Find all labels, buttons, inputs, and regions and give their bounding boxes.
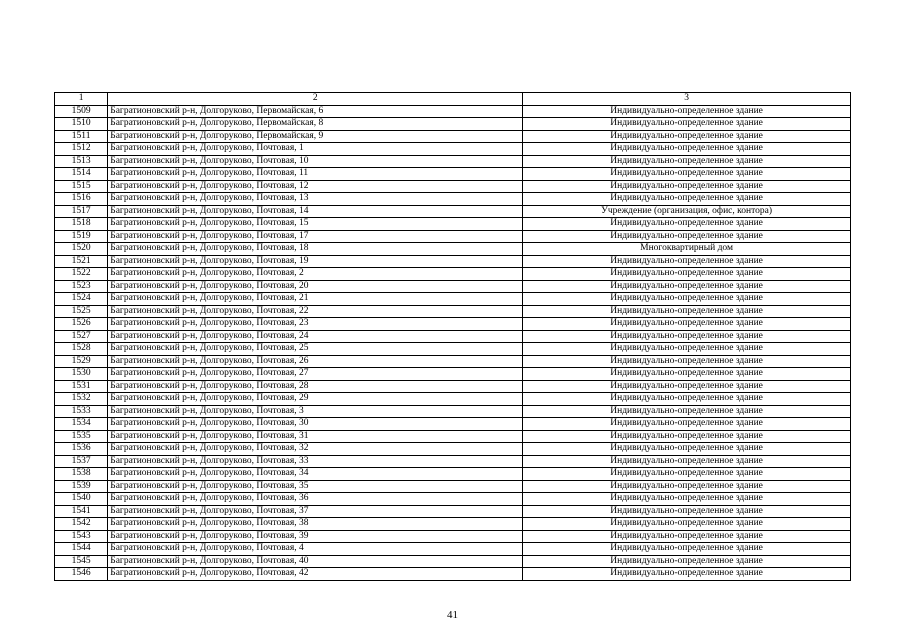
row-type-cell: Индивидуально-определенное здание xyxy=(523,443,851,456)
row-address-cell: Багратионовский р-н, Долгоруково, Почтовая, 15 xyxy=(108,218,523,231)
row-number-cell: 1540 xyxy=(55,493,108,506)
table-body xyxy=(55,93,851,581)
row-type-cell: Индивидуально-определенное здание xyxy=(523,568,851,581)
table-row xyxy=(55,230,851,243)
row-type-cell: Индивидуально-определенное здание xyxy=(523,218,851,231)
row-address-cell: Багратионовский р-н, Долгоруково, Почтовая, 14 xyxy=(108,205,523,218)
row-number-cell: 1544 xyxy=(55,543,108,556)
row-number-cell: 1516 xyxy=(55,193,108,206)
row-address-cell: Багратионовский р-н, Долгоруково, Почтовая, 36 xyxy=(108,493,523,506)
table-row xyxy=(55,530,851,543)
row-address-cell: Багратионовский р-н, Долгоруково, Почтовая, 29 xyxy=(108,393,523,406)
row-type-cell: Индивидуально-определенное здание xyxy=(523,368,851,381)
row-address-cell: Багратионовский р-н, Долгоруково, Почтовая, 24 xyxy=(108,330,523,343)
header-cell-address: 2 xyxy=(108,93,523,106)
row-type-cell: Многоквартирный дом xyxy=(523,243,851,256)
table-header-row xyxy=(55,93,851,106)
table-row xyxy=(55,218,851,231)
row-number-cell: 1519 xyxy=(55,230,108,243)
table-row xyxy=(55,318,851,331)
row-type-cell: Индивидуально-определенное здание xyxy=(523,380,851,393)
table-row xyxy=(55,393,851,406)
table-row xyxy=(55,330,851,343)
row-type-cell: Индивидуально-определенное здание xyxy=(523,430,851,443)
row-type-cell: Индивидуально-определенное здание xyxy=(523,393,851,406)
row-address-cell: Багратионовский р-н, Долгоруково, Почтовая, 32 xyxy=(108,443,523,456)
row-number-cell: 1537 xyxy=(55,455,108,468)
table-row xyxy=(55,543,851,556)
row-type-cell: Индивидуально-определенное здание xyxy=(523,543,851,556)
table-row xyxy=(55,180,851,193)
row-type-cell: Индивидуально-определенное здание xyxy=(523,480,851,493)
table-row xyxy=(55,155,851,168)
row-type-cell: Индивидуально-определенное здание xyxy=(523,105,851,118)
row-number-cell: 1518 xyxy=(55,218,108,231)
row-address-cell: Багратионовский р-н, Долгоруково, Почтовая, 28 xyxy=(108,380,523,393)
row-number-cell: 1535 xyxy=(55,430,108,443)
row-type-cell: Индивидуально-определенное здание xyxy=(523,143,851,156)
row-type-cell: Индивидуально-определенное здание xyxy=(523,505,851,518)
table-row xyxy=(55,505,851,518)
row-address-cell: Багратионовский р-н, Долгоруково, Почтовая, 21 xyxy=(108,293,523,306)
row-number-cell: 1528 xyxy=(55,343,108,356)
row-address-cell: Багратионовский р-н, Долгоруково, Первомайская, 8 xyxy=(108,118,523,131)
table-row xyxy=(55,418,851,431)
row-address-cell: Багратионовский р-н, Долгоруково, Почтовая, 4 xyxy=(108,543,523,556)
row-address-cell: Багратионовский р-н, Долгоруково, Почтовая, 11 xyxy=(108,168,523,181)
table-row xyxy=(55,168,851,181)
header-cell-number: 1 xyxy=(55,93,108,106)
row-number-cell: 1545 xyxy=(55,555,108,568)
row-number-cell: 1526 xyxy=(55,318,108,331)
row-address-cell: Багратионовский р-н, Долгоруково, Почтовая, 17 xyxy=(108,230,523,243)
row-type-cell: Индивидуально-определенное здание xyxy=(523,268,851,281)
row-type-cell: Учреждение (организация, офис, контора) xyxy=(523,205,851,218)
row-address-cell: Багратионовский р-н, Долгоруково, Первомайская, 9 xyxy=(108,130,523,143)
row-number-cell: 1510 xyxy=(55,118,108,131)
row-address-cell: Багратионовский р-н, Долгоруково, Почтовая, 34 xyxy=(108,468,523,481)
row-number-cell: 1521 xyxy=(55,255,108,268)
row-number-cell: 1529 xyxy=(55,355,108,368)
row-number-cell: 1527 xyxy=(55,330,108,343)
row-address-cell: Багратионовский р-н, Долгоруково, Почтовая, 33 xyxy=(108,455,523,468)
row-type-cell: Индивидуально-определенное здание xyxy=(523,493,851,506)
table-row xyxy=(55,280,851,293)
row-type-cell: Индивидуально-определенное здание xyxy=(523,168,851,181)
table-row xyxy=(55,293,851,306)
row-number-cell: 1514 xyxy=(55,168,108,181)
row-type-cell: Индивидуально-определенное здание xyxy=(523,180,851,193)
row-type-cell: Индивидуально-определенное здание xyxy=(523,293,851,306)
row-address-cell: Багратионовский р-н, Долгоруково, Почтовая, 30 xyxy=(108,418,523,431)
row-type-cell: Индивидуально-определенное здание xyxy=(523,193,851,206)
row-type-cell: Индивидуально-определенное здание xyxy=(523,555,851,568)
table-row xyxy=(55,368,851,381)
row-number-cell: 1522 xyxy=(55,268,108,281)
table-row xyxy=(55,343,851,356)
row-address-cell: Багратионовский р-н, Долгоруково, Почтовая, 23 xyxy=(108,318,523,331)
table-row xyxy=(55,518,851,531)
table-row xyxy=(55,130,851,143)
row-type-cell: Индивидуально-определенное здание xyxy=(523,318,851,331)
row-address-cell: Багратионовский р-н, Долгоруково, Почтовая, 27 xyxy=(108,368,523,381)
row-type-cell: Индивидуально-определенное здание xyxy=(523,305,851,318)
row-type-cell: Индивидуально-определенное здание xyxy=(523,418,851,431)
table-row xyxy=(55,105,851,118)
table-row xyxy=(55,268,851,281)
row-type-cell: Индивидуально-определенное здание xyxy=(523,355,851,368)
row-number-cell: 1515 xyxy=(55,180,108,193)
row-type-cell: Индивидуально-определенное здание xyxy=(523,518,851,531)
buildings-table xyxy=(54,92,851,581)
row-number-cell: 1517 xyxy=(55,205,108,218)
row-address-cell: Багратионовский р-н, Долгоруково, Почтовая, 13 xyxy=(108,193,523,206)
row-address-cell: Багратионовский р-н, Долгоруково, Почтовая, 12 xyxy=(108,180,523,193)
table-row xyxy=(55,243,851,256)
row-number-cell: 1513 xyxy=(55,155,108,168)
row-address-cell: Багратионовский р-н, Долгоруково, Почтовая, 25 xyxy=(108,343,523,356)
table-row xyxy=(55,118,851,131)
row-type-cell: Индивидуально-определенное здание xyxy=(523,330,851,343)
row-address-cell: Багратионовский р-н, Долгоруково, Почтовая, 18 xyxy=(108,243,523,256)
row-number-cell: 1512 xyxy=(55,143,108,156)
row-number-cell: 1536 xyxy=(55,443,108,456)
table-row xyxy=(55,380,851,393)
row-type-cell: Индивидуально-определенное здание xyxy=(523,468,851,481)
table-row xyxy=(55,305,851,318)
row-type-cell: Индивидуально-определенное здание xyxy=(523,255,851,268)
row-number-cell: 1530 xyxy=(55,368,108,381)
row-address-cell: Багратионовский р-н, Долгоруково, Почтовая, 26 xyxy=(108,355,523,368)
row-number-cell: 1525 xyxy=(55,305,108,318)
row-address-cell: Багратионовский р-н, Долгоруково, Почтовая, 20 xyxy=(108,280,523,293)
row-type-cell: Индивидуально-определенное здание xyxy=(523,118,851,131)
row-number-cell: 1541 xyxy=(55,505,108,518)
row-number-cell: 1542 xyxy=(55,518,108,531)
row-number-cell: 1534 xyxy=(55,418,108,431)
row-type-cell: Индивидуально-определенное здание xyxy=(523,280,851,293)
row-address-cell: Багратионовский р-н, Долгоруково, Почтовая, 39 xyxy=(108,530,523,543)
row-number-cell: 1533 xyxy=(55,405,108,418)
table-row xyxy=(55,480,851,493)
row-number-cell: 1524 xyxy=(55,293,108,306)
row-address-cell: Багратионовский р-н, Долгоруково, Почтовая, 42 xyxy=(108,568,523,581)
row-number-cell: 1546 xyxy=(55,568,108,581)
table-row xyxy=(55,443,851,456)
row-address-cell: Багратионовский р-н, Долгоруково, Почтовая, 10 xyxy=(108,155,523,168)
row-address-cell: Багратионовский р-н, Долгоруково, Почтовая, 31 xyxy=(108,430,523,443)
row-number-cell: 1509 xyxy=(55,105,108,118)
row-type-cell: Индивидуально-определенное здание xyxy=(523,343,851,356)
row-address-cell: Багратионовский р-н, Долгоруково, Первомайская, 6 xyxy=(108,105,523,118)
row-type-cell: Индивидуально-определенное здание xyxy=(523,230,851,243)
row-number-cell: 1520 xyxy=(55,243,108,256)
table-row xyxy=(55,143,851,156)
row-type-cell: Индивидуально-определенное здание xyxy=(523,530,851,543)
table-row xyxy=(55,355,851,368)
row-address-cell: Багратионовский р-н, Долгоруково, Почтовая, 22 xyxy=(108,305,523,318)
row-number-cell: 1543 xyxy=(55,530,108,543)
row-address-cell: Багратионовский р-н, Долгоруково, Почтовая, 37 xyxy=(108,505,523,518)
row-number-cell: 1511 xyxy=(55,130,108,143)
row-number-cell: 1532 xyxy=(55,393,108,406)
row-number-cell: 1539 xyxy=(55,480,108,493)
row-address-cell: Багратионовский р-н, Долгоруково, Почтовая, 19 xyxy=(108,255,523,268)
row-address-cell: Багратионовский р-н, Долгоруково, Почтовая, 3 xyxy=(108,405,523,418)
table-row xyxy=(55,568,851,581)
row-number-cell: 1531 xyxy=(55,380,108,393)
header-cell-type: 3 xyxy=(523,93,851,106)
row-type-cell: Индивидуально-определенное здание xyxy=(523,405,851,418)
row-number-cell: 1523 xyxy=(55,280,108,293)
row-address-cell: Багратионовский р-н, Долгоруково, Почтовая, 1 xyxy=(108,143,523,156)
row-number-cell: 1538 xyxy=(55,468,108,481)
page-number: 41 xyxy=(447,609,458,621)
row-type-cell: Индивидуально-определенное здание xyxy=(523,130,851,143)
row-type-cell: Индивидуально-определенное здание xyxy=(523,455,851,468)
row-type-cell: Индивидуально-определенное здание xyxy=(523,155,851,168)
table-row xyxy=(55,193,851,206)
table-row xyxy=(55,405,851,418)
row-address-cell: Багратионовский р-н, Долгоруково, Почтовая, 38 xyxy=(108,518,523,531)
table-row xyxy=(55,430,851,443)
table-row xyxy=(55,555,851,568)
table-row xyxy=(55,468,851,481)
row-address-cell: Багратионовский р-н, Долгоруково, Почтовая, 2 xyxy=(108,268,523,281)
table-row xyxy=(55,205,851,218)
row-address-cell: Багратионовский р-н, Долгоруково, Почтовая, 35 xyxy=(108,480,523,493)
table-row xyxy=(55,455,851,468)
table-row xyxy=(55,493,851,506)
table-row xyxy=(55,255,851,268)
row-address-cell: Багратионовский р-н, Долгоруково, Почтовая, 40 xyxy=(108,555,523,568)
